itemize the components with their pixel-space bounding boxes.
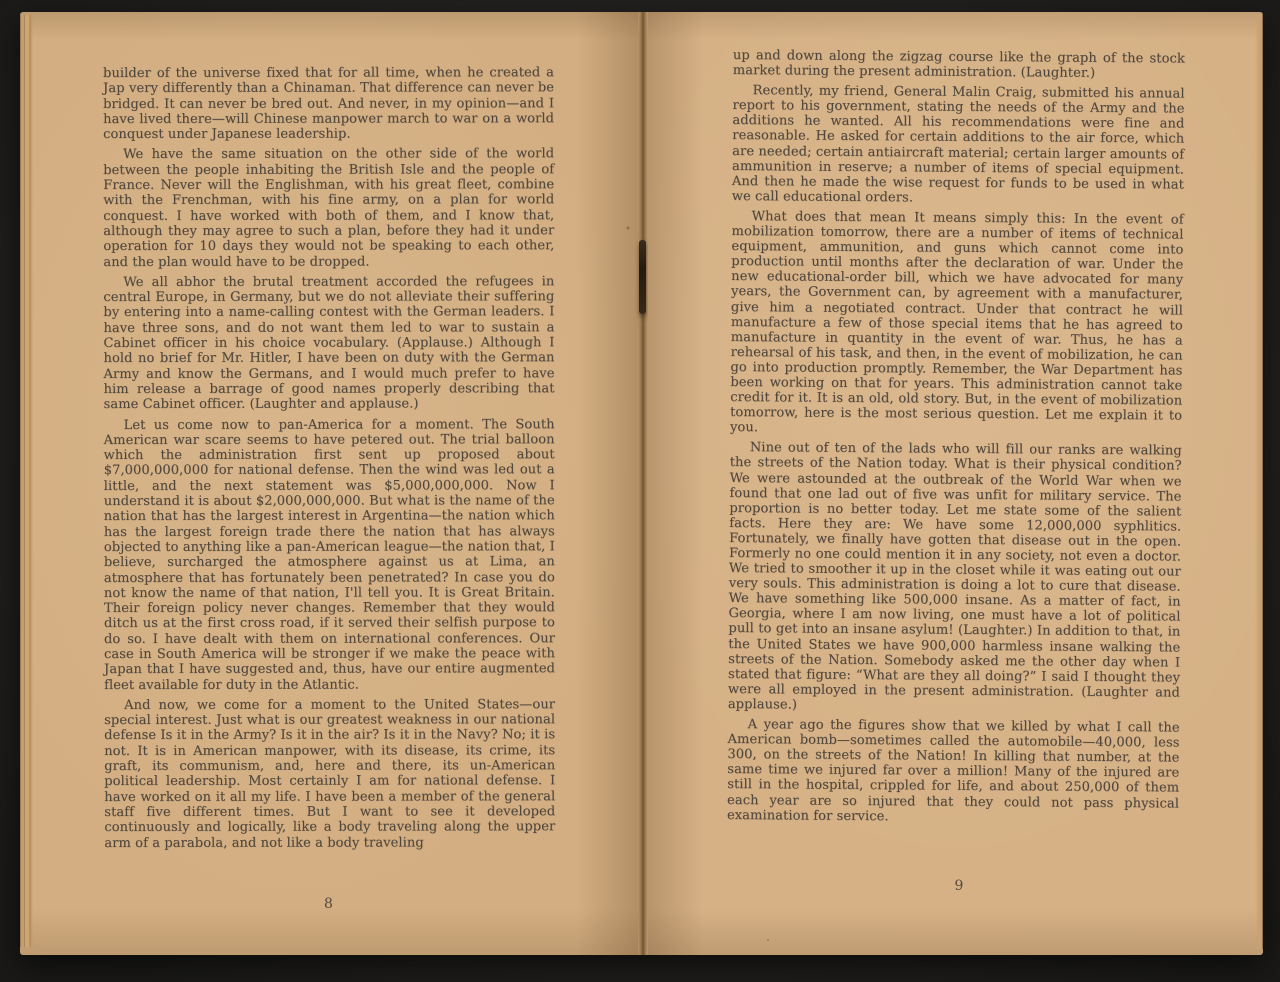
- paragraph: builder of the universe fixed that for all time, when he created a Jap very differently than a Chinaman. That difference can never be bridged. It can never be bred out. And never, in my opinion—and I have lived there—will Chinese manpower march to war on a world conquest under Japanese leadership.: [103, 65, 555, 143]
- paragraph: A year ago the figures show that we killed by what I call the American bomb—sometimes called the automobile—40,000, less 300, on the streets of the Nation! In killing that number, at the same time we injured far over a million! Many of the injured are still in the hospital, crippled for life, and about 250,000 of them each year are so injured that they could not pass physical examination for service.: [726, 717, 1180, 824]
- binding-stitch: [639, 240, 646, 314]
- book-spine-gutter: [638, 12, 648, 955]
- page-right-text-column: [727, 48, 1185, 826]
- paragraph: What does that mean It means simply this: In the event of mobilization tomorrow, there are a number of items of technical equipment, ammunition, and guns which cannot come into production until months after the declaration of war. Under the new educational-order bill, which we have advocated for many years, the Government can, by agreement with a manufacturer, give him a negotiated contract. Under that contract he will manufacture a few of those special items that he has agreed to manufacture in quantity in the event of war. Thus, he has a rehearsal of his task, and then, in the event of mobilization, he can go into production promptly. Remember, the War Department has been working on that for years. This administration cannot take credit for it. It is an old, old story. But, in the event of mobilization tomorrow, here is the most serious question. Let me explain it to you.: [729, 209, 1184, 436]
- page-left-text-column: [103, 65, 555, 851]
- open-booklet: [20, 12, 1263, 955]
- page-left: [20, 12, 638, 955]
- paragraph: up and down along the zigzag course like the graph of the stock market during the present administration. (Laughter.): [732, 48, 1185, 81]
- paragraph: We all abhor the brutal treatment accorded the refugees in central Europe, in Germany, but we do not alleviate their suffering by entering into a name-calling contest with the German leaders. I have three sons, and do not want them led to war to sustain a Cabinet officer in his choice vocabulary. (Applause.) Although I hold no brief for Mr. Hitler, I have been on duty with the German Army and know the Germans, and I would much prefer to have him release a barrage of good names properly describing that same Cabinet officer. (Laughter and applause.): [103, 274, 555, 413]
- paragraph: Let us come now to pan-America for a moment. The South American war scare seems to have petered out. The trial balloon which the administration first sent up proposed about $7,000,000,000 for national defense. Then the wind was led out a little, and the next statement was $5,000,000,000. Now I understand it is about $2,000,000,000. But what is the name of the nation that has the largest interest in Argentina—the nation which has the largest foreign trade there the nation that has always objected to anything like a pan-American league—the nation that, I believe, surcharged the atmosphere against us at Lima, an atmosphere that has fortunately been penetrated? In case you do not know the name of that nation, I'll tell you. It is Great Britain. Their foreign policy never changes. Remember that they would ditch us at the first cross road, if it served their selfish purpose to do so. I have dealt with them on international conferences. Our case in South America will be stronger if we make the peace with Japan that I have suggested and, thus, have our entire augmented fleet available for duty in the Atlantic.: [103, 416, 556, 693]
- page-right-number: 9: [954, 878, 964, 894]
- paragraph: Recently, my friend, General Malin Craig, submitted his annual report to his government, stating the needs of the Army and the additions he wanted. All his recommendations were fine and reasonable. He asked for certain additions to the air force, which are needed; certain antiaircraft material; certain larger amounts of ammunition in reserve; a number of items of special equipment. And then he made the wise request for funds to be used in what we call educational orders.: [731, 83, 1185, 206]
- paragraph: And now, we come for a moment to the United States—our special interest. Just what is our greatest weakness in our national defense Is it in the Army? Is it in the air? Is it in the Navy? No; it is not. It is in American manpower, with its disease, its crime, its graft, its communism, and, here and there, its un-American political leadership. Most certainly I am for national defense. I have worked on it all my life. I have been a member of the general staff five different times. But I want to see it developed continuously and logically, like a body traveling along the upper arm of a parabola, and not like a body traveling: [104, 697, 556, 851]
- paragraph: Nine out of ten of the lads who will fill our ranks are walking the streets of the Nation today. What is their physical condition? We were astounded at the outbreak of the World War when we found that one lad out of five was unfit for military service. The proportion is no better today. Let me state some of the salient facts. Here they are: We have some 12,000,000 syphlitics. Fortunately, we finally have gotten that disease out in the open. Formerly no one could mention it in any society, not even a doctor. We tried to smoother it up in the closet while it was eating out our very souls. This administration is doing a lot to cure that disease. We have something like 500,000 insane. As a matter of fact, in Georgia, where I am now living, one must have a lot of political pull to get into an insane asylum! (Laughter.) In addition to that, in the United States we have 900,000 harmless insane walking the streets of the Nation. Somebody asked me the other day when I stated that figure: “What are they all doing?” I said I thought they were all employed in the present administration. (Laughter and applause.): [727, 440, 1182, 713]
- paragraph: We have the same situation on the other side of the world between the people inhabiting the British Isle and the people of France. Never will the Englishman, with his great fleet, combine with the Frenchman, with his fine army, on a plan for world conquest. I have worked with both of them, and I know that, although they may agree to such a plan, before they had it under operation for 10 days they would not be speaking to each other, and the plan would have to be dropped.: [103, 146, 555, 270]
- page-right: [648, 12, 1263, 955]
- page-left-number: 8: [324, 896, 333, 912]
